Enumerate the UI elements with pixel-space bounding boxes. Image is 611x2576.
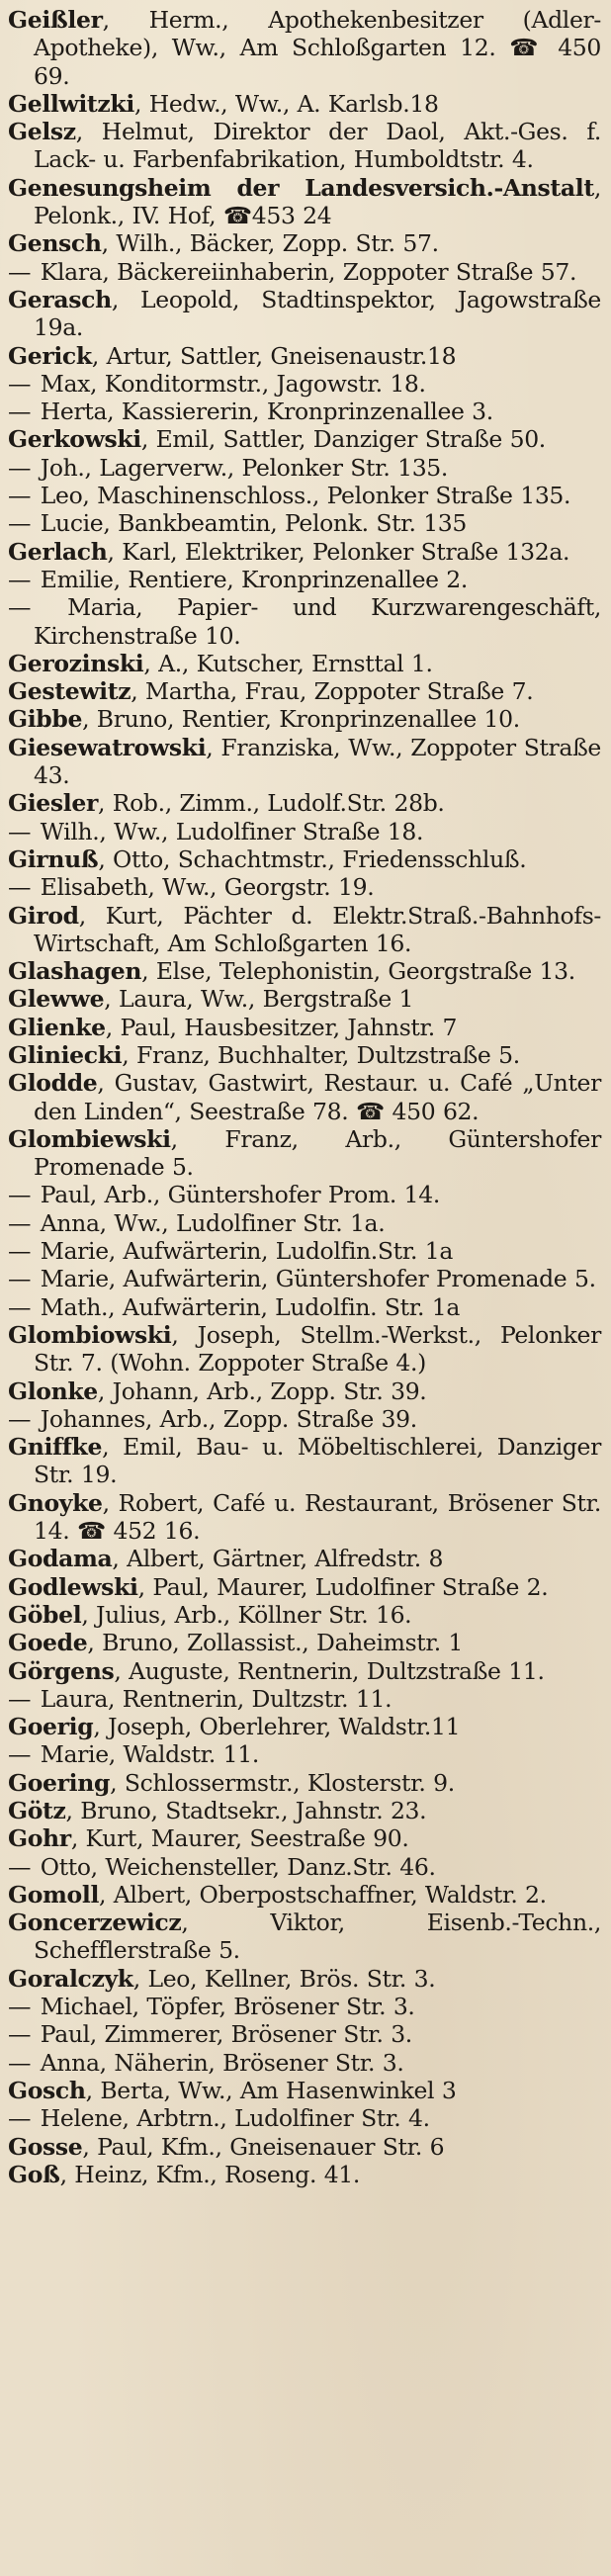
entry-details: , Johann, Arb., Zopp. Str. 39. (97, 1377, 427, 1405)
directory-entry (8, 1965, 601, 1993)
entry-details: , Franziska, Ww., Zoppoter Straße 43. (34, 733, 601, 790)
directory-entry (8, 593, 601, 650)
entry-surname: Goede (8, 1629, 88, 1657)
entry-details: , Hedw., Ww., A. Karlsb.18 (133, 89, 439, 118)
directory-entry (8, 789, 601, 817)
entry-surname: Glombiowski (8, 1320, 172, 1349)
repeat-dash: — (8, 1684, 39, 1713)
directory-entry (8, 1685, 601, 1713)
repeat-dash: — (8, 593, 66, 622)
entry-details: Elisabeth, Ww., Georgstr. 19. (40, 873, 375, 902)
directory-entry (8, 734, 601, 790)
entry-details: , Paul, Kfm., Gneisenauer Str. 6 (82, 2132, 445, 2161)
directory-entry (8, 705, 601, 733)
directory-entry (8, 1740, 601, 1768)
directory-entry (8, 677, 601, 705)
entry-details: , Wilh., Bäcker, Zopp. Str. 57. (101, 229, 439, 258)
directory-entry (8, 342, 601, 370)
directory-entry (8, 1321, 601, 1377)
directory-entry (8, 1209, 601, 1237)
entry-details: , Gustav, Gastwirt, Restaur. u. Café „Unter den Linden“, Seestraße 78. ☎ 450 62. (34, 1069, 601, 1125)
directory-entry (8, 845, 601, 873)
directory-entry (8, 482, 601, 509)
entry-details: , Paul, Maurer, Ludolfiner Straße 2. (137, 1572, 549, 1601)
entry-details: , Emil, Bau- u. Möbeltischlerei, Danziger Str. 19. (34, 1433, 601, 1489)
entry-surname: Goncerzewicz (8, 1909, 182, 1937)
directory-column (8, 6, 601, 2188)
repeat-dash: — (8, 257, 39, 286)
entry-surname: Giesler (8, 789, 98, 818)
directory-entry (8, 2077, 601, 2104)
entry-details: , Leopold, Stadtinspektor, Jagowstraße 19a. (34, 285, 601, 342)
entry-details: , Bruno, Stadtsekr., Jahnstr. 23. (65, 1797, 427, 1824)
directory-entry (8, 229, 601, 257)
repeat-dash: — (8, 2020, 39, 2049)
entry-surname: Godama (8, 1545, 113, 1573)
entry-details: , Bruno, Zollassist., Daheimstr. 1 (87, 1629, 464, 1657)
directory-entry (8, 1601, 601, 1629)
entry-surname: Gerozinski (8, 649, 144, 677)
entry-details: , Rob., Zimm., Ludolf.Str. 28b. (98, 789, 445, 818)
entry-details: , Otto, Schachtmstr., Friedensschluß. (98, 844, 527, 873)
entry-details: , Julius, Arb., Köllner Str. 16. (81, 1600, 412, 1629)
directory-entry (8, 818, 601, 845)
entry-details: Helene, Arbtrn., Ludolfiner Str. 4. (40, 2104, 430, 2133)
directory-entry (8, 370, 601, 398)
entry-surname: Glewwe (8, 985, 105, 1014)
directory-entry (8, 258, 601, 286)
repeat-dash: — (8, 1181, 39, 1209)
entry-surname: Gerick (8, 341, 92, 370)
entry-details: , Kurt, Maurer, Seestraße 90. (70, 1824, 409, 1853)
directory-entry (8, 174, 601, 230)
entry-surname: Gniffke (8, 1433, 103, 1462)
directory-entry (8, 1881, 601, 1909)
entry-surname: Gnoyke (8, 1488, 103, 1517)
directory-entry (8, 1909, 601, 1965)
entry-details: Marie, Aufwärterin, Ludolfin.Str. 1a (40, 1237, 454, 1266)
entry-details: Paul, Zimmerer, Brösener Str. 3. (40, 2020, 412, 2049)
repeat-dash: — (8, 817, 39, 845)
entry-details: , Karl, Elektriker, Pelonker Straße 132a. (107, 537, 570, 566)
entry-details: Klara, Bäckereiinhaberin, Zoppoter Straße 57. (40, 257, 577, 286)
entry-surname: Gensch (8, 229, 102, 258)
entry-details: , Heinz, Kfm., Roseng. 41. (59, 2160, 361, 2188)
entry-details: , A., Kutscher, Ernsttal 1. (143, 649, 433, 677)
entry-details: Marie, Waldstr. 11. (40, 1740, 259, 1769)
directory-entry (8, 509, 601, 537)
entry-details: Maria, Papier- und Kurzwarengeschäft, Kirchenstraße 10. (34, 593, 601, 650)
entry-surname: Gellwitzki (8, 89, 134, 118)
directory-entry (8, 985, 601, 1013)
directory-entry (8, 957, 601, 985)
repeat-dash: — (8, 2104, 39, 2133)
directory-entry (8, 902, 601, 958)
repeat-dash: — (8, 1237, 39, 1266)
directory-entry (8, 1181, 601, 1208)
repeat-dash: — (8, 369, 39, 398)
directory-entry (8, 1824, 601, 1852)
entry-details: , Pelonk., IV. Hof, ☎453 24 (34, 173, 601, 230)
directory-entry (8, 454, 601, 482)
directory-entry (8, 1713, 601, 1740)
directory-entry (8, 1769, 601, 1797)
entry-details: , Emil, Sattler, Danziger Straße 50. (140, 425, 546, 454)
entry-surname: Gohr (8, 1824, 71, 1853)
entry-details: , Bruno, Rentier, Kronprinzenallee 10. (82, 705, 520, 734)
directory-entry (8, 118, 601, 174)
entry-details: Anna, Ww., Ludolfiner Str. 1a. (40, 1208, 386, 1237)
directory-entry (8, 2020, 601, 2048)
directory-entry (8, 1377, 601, 1405)
entry-details: , Paul, Hausbesitzer, Jahnstr. 7 (105, 1013, 458, 1041)
entry-details: , Herm., Apothekenbesitzer (Adler-Apotheke), Ww., Am Schloßgarten 12. ☎ 450 69. (34, 6, 601, 90)
entry-surname: Gibbe (8, 705, 83, 734)
directory-entry (8, 1489, 601, 1546)
repeat-dash: — (8, 565, 39, 593)
entry-surname: Glienke (8, 1013, 106, 1041)
entry-surname: Gerlach (8, 537, 108, 566)
directory-entry (8, 1293, 601, 1321)
entry-details: Paul, Arb., Güntershofer Prom. 14. (40, 1181, 440, 1209)
directory-entry (8, 1405, 601, 1433)
entry-surname: Goß (8, 2160, 60, 2188)
entry-surname: Gomoll (8, 1880, 100, 1909)
entry-surname: Geißler (8, 6, 103, 34)
repeat-dash: — (8, 1265, 39, 1293)
directory-entry (8, 873, 601, 901)
repeat-dash: — (8, 453, 39, 482)
entry-details: Johannes, Arb., Zopp. Straße 39. (40, 1404, 417, 1433)
entry-details: , Albert, Oberpostschaffner, Waldstr. 2. (99, 1880, 547, 1909)
entry-details: , Albert, Gärtner, Alfredstr. 8 (112, 1545, 444, 1573)
directory-entry (8, 1853, 601, 1881)
repeat-dash: — (8, 398, 39, 426)
directory-entry (8, 1265, 601, 1292)
entry-surname: Gosse (8, 2132, 83, 2161)
entry-details: , Joseph, Oberlehrer, Waldstr.11 (93, 1713, 461, 1741)
entry-details: Joh., Lagerverw., Pelonker Str. 135. (40, 453, 449, 482)
entry-details: Otto, Weichensteller, Danz.Str. 46. (40, 1852, 436, 1881)
entry-details: Max, Konditormstr., Jagowstr. 18. (40, 369, 426, 398)
directory-entry (8, 1125, 601, 1182)
repeat-dash: — (8, 509, 39, 538)
directory-entry (8, 2133, 601, 2161)
directory-entry (8, 538, 601, 566)
entry-details: Laura, Rentnerin, Dultzstr. 11. (40, 1684, 393, 1713)
entry-surname: Goering (8, 1768, 111, 1797)
directory-entry (8, 1797, 601, 1824)
directory-entry (8, 1629, 601, 1656)
entry-surname: Gelsz (8, 118, 76, 146)
entry-details: , Franz, Buchhalter, Dultzstraße 5. (122, 1040, 520, 1069)
directory-entry (8, 2104, 601, 2132)
entry-details: , Artur, Sattler, Gneisenaustr.18 (91, 341, 457, 370)
entry-details: , Kurt, Pächter d. Elektr.Straß.-Bahnhofs-Wirtschaft, Am Schloßgarten 16. (34, 901, 601, 957)
entry-details: Leo, Maschinenschloss., Pelonker Straße 135. (40, 482, 571, 510)
directory-entry (8, 1237, 601, 1265)
entry-details: , Helmut, Direktor der Daol, Akt.-Ges. f. Lack- u. Farbenfabrikation, Humboldtstr. 4. (34, 118, 601, 174)
entry-surname: Giesewatrowski (8, 733, 207, 761)
repeat-dash: — (8, 873, 39, 902)
repeat-dash: — (8, 482, 39, 510)
entry-surname: Gosch (8, 2076, 86, 2104)
repeat-dash: — (8, 1852, 39, 1881)
entry-surname: Glombiewski (8, 1124, 171, 1153)
entry-surname: Göbel (8, 1600, 82, 1629)
repeat-dash: — (8, 1993, 39, 2021)
directory-entry (8, 2049, 601, 2077)
entry-details: , Schlossermstr., Klosterstr. 9. (110, 1768, 455, 1797)
entry-details: Math., Aufwärterin, Ludolfin. Str. 1a (40, 1292, 461, 1321)
entry-surname: Gestewitz (8, 677, 131, 706)
entry-surname: Girod (8, 901, 79, 930)
entry-surname: Goerig (8, 1713, 94, 1741)
entry-details: , Franz, Arb., Güntershofer Promenade 5. (34, 1124, 601, 1182)
entry-surname: Götz (8, 1797, 66, 1824)
directory-entry (8, 1041, 601, 1069)
entry-surname: Girnuß (8, 844, 99, 873)
entry-details: , Viktor, Eisenb.-Techn., Schefflerstraße 5. (34, 1909, 601, 1965)
entry-details: Michael, Töpfer, Brösener Str. 3. (40, 1993, 415, 2021)
entry-details: Anna, Näherin, Brösener Str. 3. (40, 2048, 404, 2077)
entry-surname: Glodde (8, 1069, 98, 1098)
directory-entry (8, 1433, 601, 1489)
entry-surname: Godlewski (8, 1572, 138, 1601)
entry-surname: Glonke (8, 1377, 98, 1405)
directory-entry (8, 286, 601, 342)
entry-details: , Joseph, Stellm.-Werkst., Pelonker Str. 7. (Wohn. Zoppoter Straße 4.) (34, 1320, 601, 1377)
directory-entry (8, 398, 601, 425)
entry-surname: Görgens (8, 1656, 115, 1685)
entry-details: , Auguste, Rentnerin, Dultzstraße 11. (114, 1656, 545, 1685)
entry-surname: Glashagen (8, 957, 142, 986)
directory-entry (8, 1545, 601, 1572)
directory-entry (8, 90, 601, 118)
repeat-dash: — (8, 1404, 39, 1433)
directory-entry (8, 650, 601, 677)
entry-details: , Leo, Kellner, Brös. Str. 3. (132, 1964, 436, 1993)
directory-entry (8, 2161, 601, 2188)
directory-entry (8, 1573, 601, 1601)
directory-entry (8, 1069, 601, 1125)
repeat-dash: — (8, 1208, 39, 1237)
entry-details: , Berta, Ww., Am Hasenwinkel 3 (85, 2076, 457, 2104)
entry-details: Emilie, Rentiere, Kronprinzenallee 2. (40, 565, 469, 593)
entry-surname: Goralczyk (8, 1964, 133, 1993)
repeat-dash: — (8, 1740, 39, 1769)
entry-surname: Gerasch (8, 285, 112, 313)
directory-entry (8, 6, 601, 90)
entry-surname: Gerkowski (8, 425, 141, 454)
entry-details: Herta, Kassiererin, Kronprinzenallee 3. (40, 398, 493, 426)
entry-surname: Genesungsheim der Landesversich.-Anstalt (8, 173, 594, 202)
directory-entry (8, 566, 601, 593)
entry-details: , Laura, Ww., Bergstraße 1 (104, 985, 414, 1014)
directory-entry (8, 1014, 601, 1041)
directory-entry (8, 1993, 601, 2020)
entry-details: , Else, Telephonistin, Georgstraße 13. (141, 957, 575, 986)
entry-details: , Martha, Frau, Zoppoter Straße 7. (131, 677, 534, 706)
directory-entry (8, 1657, 601, 1685)
entry-surname: Gliniecki (8, 1040, 123, 1069)
directory-entry (8, 425, 601, 453)
entry-details: Wilh., Ww., Ludolfiner Straße 18. (40, 817, 424, 845)
repeat-dash: — (8, 1292, 39, 1321)
entry-details: Lucie, Bankbeamtin, Pelonk. Str. 135 (40, 509, 468, 538)
entry-details: , Robert, Café u. Restaurant, Brösener Str. 14. ☎ 452 16. (34, 1488, 601, 1546)
repeat-dash: — (8, 2048, 39, 2077)
entry-details: Marie, Aufwärterin, Güntershofer Promenade 5. (40, 1265, 596, 1293)
